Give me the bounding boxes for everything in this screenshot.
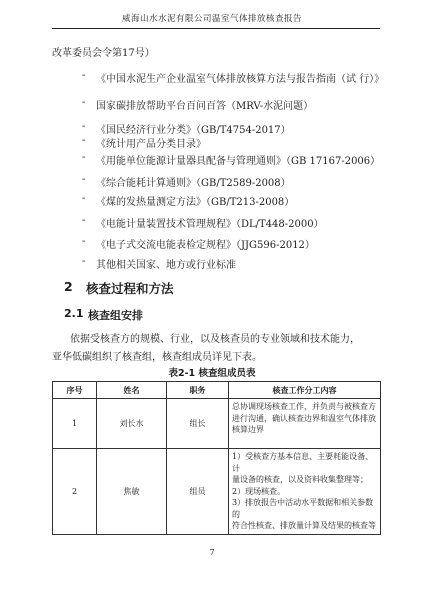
paragraph-line: 依据受核查方的规模、行业，以及核查员的专业领域和技术能力， bbox=[70, 334, 360, 345]
table-row bbox=[53, 399, 381, 449]
running-header: 威海山水水泥有限公司温室气体排放核查报告 bbox=[121, 14, 302, 24]
cell-role: 组员 bbox=[167, 449, 229, 535]
duty-line: 3）排放报告中活动水平数据和相关参数的 bbox=[232, 498, 374, 519]
list-dash: - bbox=[82, 152, 86, 163]
section-title: 核查过程和方法 bbox=[86, 281, 174, 296]
duty-line: 总协调现场核查工作，并负责与被核查方 bbox=[232, 402, 376, 411]
reference-item: 《电能计量装置技术管理规程》（DL/T448-2000） bbox=[96, 219, 324, 230]
list-dash: - bbox=[82, 215, 86, 226]
column-header: 姓名 bbox=[97, 382, 167, 399]
cell-role: 组长 bbox=[167, 399, 229, 449]
team-table bbox=[52, 381, 381, 535]
page-number: 7 bbox=[209, 548, 215, 557]
duty-line: 2）现场核查。 bbox=[232, 486, 286, 496]
list-dash: - bbox=[82, 174, 86, 185]
duty-line: 量设备的核查，以及资料收集整理等； bbox=[232, 475, 368, 484]
reference-item: 《统计用产品分类目录》 bbox=[96, 139, 206, 150]
column-header: 核查工作分工内容 bbox=[229, 382, 381, 399]
intro-line: 改革委员会令第17号） bbox=[52, 48, 155, 59]
duty-line: 进行沟通，确认核查边界和温室气体排放 bbox=[232, 413, 376, 423]
section-number: 2 bbox=[64, 279, 73, 294]
cell-name: 焦敏 bbox=[97, 449, 167, 535]
reference-item: 《用能单位能源计量器具配备与管理通则》（GB 17167-2006） bbox=[96, 156, 381, 167]
reference-item: 其他相关国家、地方或行业标准 bbox=[96, 260, 236, 271]
reference-item: 《煤的发热量测定方法》（GB/T213-2008） bbox=[96, 197, 295, 208]
column-header: 序号 bbox=[53, 382, 97, 399]
list-dash: - bbox=[82, 121, 86, 132]
list-dash: - bbox=[82, 193, 86, 204]
duty-line: 核算边界 bbox=[232, 425, 264, 434]
cell-number: 2 bbox=[53, 449, 97, 535]
reference-item: 国家碳排放帮助平台百问百答（MRV-水泥问题） bbox=[96, 101, 314, 112]
cell-duty bbox=[229, 399, 381, 449]
table-caption: 表2-1 核查组成员表 bbox=[168, 368, 256, 379]
duty-line: 1）受核查方基本信息、主要耗能设备、计 bbox=[232, 452, 374, 473]
paragraph-line: 亚华低碳组织了核查组，核查组成员详见下表。 bbox=[52, 352, 262, 363]
duty-line: 符合性核查、排放量计算及结果的核查等 bbox=[232, 521, 376, 530]
subsection-number: 2.1 bbox=[64, 307, 84, 320]
list-dash: - bbox=[82, 97, 86, 108]
list-dash: - bbox=[82, 256, 86, 267]
subsection-title: 核查组安排 bbox=[88, 309, 143, 322]
list-dash: - bbox=[82, 70, 86, 81]
column-header: 职务 bbox=[167, 382, 229, 399]
reference-item: 《中国水泥生产企业温室气体排放核算方法与报告指南（试 行）》 bbox=[96, 74, 385, 85]
reference-item: 《国民经济行业分类》（GB/T4754-2017） bbox=[96, 125, 291, 136]
cell-number: 1 bbox=[53, 399, 97, 449]
cell-duty bbox=[229, 449, 381, 535]
list-dash: - bbox=[82, 135, 86, 146]
reference-item: 《电子式交流电能表检定规程》（JJG596-2012） bbox=[96, 240, 315, 251]
list-dash: - bbox=[82, 236, 86, 247]
table-header-row bbox=[53, 382, 381, 399]
cell-name: 刘长水 bbox=[97, 399, 167, 449]
table-row bbox=[53, 449, 381, 535]
header-rule bbox=[52, 28, 380, 29]
reference-item: 《综合能耗计算通则》（GB/T2589-2008） bbox=[96, 178, 291, 189]
